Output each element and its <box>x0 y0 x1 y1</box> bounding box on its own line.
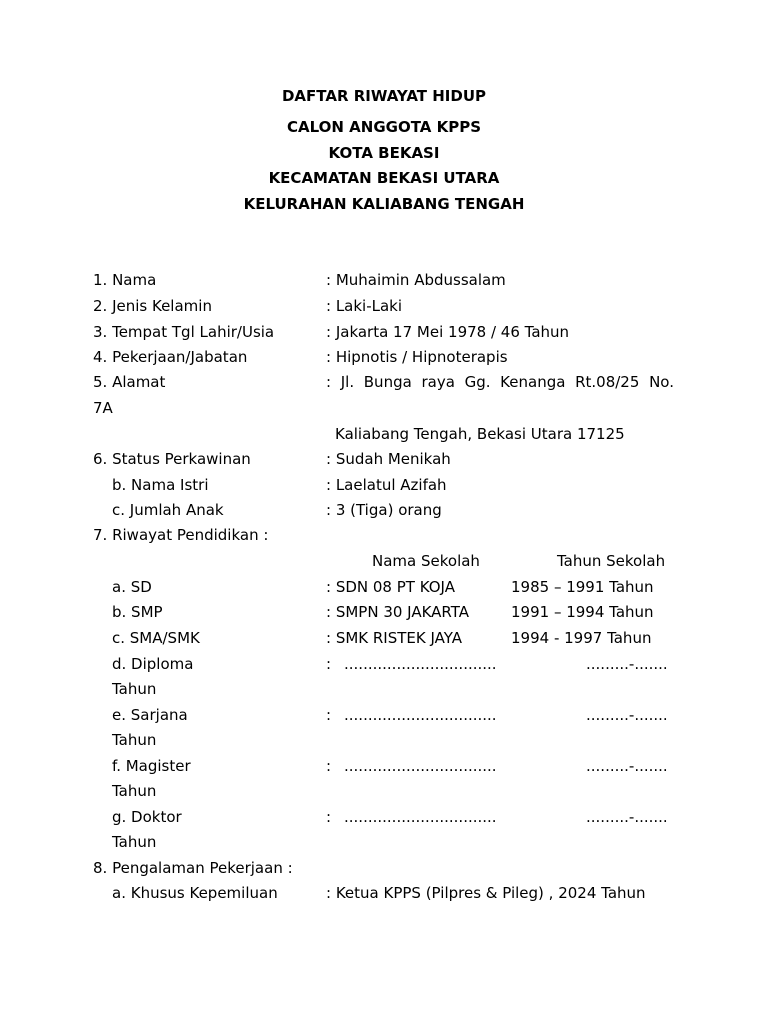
education-school-blank: ................................ <box>344 757 497 775</box>
field-value-alamat-line2: Kaliabang Tengah, Bekasi Utara 17125 <box>335 425 625 443</box>
education-school-blank: ................................ <box>344 808 497 826</box>
section-heading-pekerjaan: 8. Pengalaman Pekerjaan : <box>93 859 293 877</box>
field-label-jenis-kelamin: 2. Jenis Kelamin <box>93 297 212 315</box>
education-colon: : <box>326 757 332 775</box>
alamat-word: Bunga <box>363 373 412 391</box>
field-value-alamat <box>326 372 674 392</box>
education-years-blank: .........-....... <box>586 757 668 775</box>
education-years-wrap: Tahun <box>112 731 157 749</box>
education-school: : SMPN 30 JAKARTA <box>326 603 470 621</box>
field-value-status: : Sudah Menikah <box>326 450 451 468</box>
education-school: : SDN 08 PT KOJA <box>326 578 455 596</box>
education-label: f. Magister <box>112 757 191 775</box>
education-school-blank: ................................ <box>344 706 497 724</box>
subtitle-kelurahan: KELURAHAN KALIABANG TENGAH <box>243 195 525 213</box>
education-school-blank: ................................ <box>344 655 497 673</box>
education-label: a. SD <box>112 578 152 596</box>
field-value-anak: : 3 (Tiga) orang <box>326 501 442 519</box>
education-colon: : <box>326 706 332 724</box>
education-label: b. SMP <box>112 603 163 621</box>
document-title: DAFTAR RIWAYAT HIDUP <box>281 87 487 105</box>
field-label-nama: 1. Nama <box>93 271 157 289</box>
education-years-blank: .........-....... <box>586 808 668 826</box>
column-header-sekolah: Nama Sekolah <box>372 552 480 570</box>
alamat-word: Jl. <box>340 373 355 391</box>
education-label: c. SMA/SMK <box>112 629 200 647</box>
column-header-tahun: Tahun Sekolah <box>557 552 666 570</box>
work-label-kepemiluan: a. Khusus Kepemiluan <box>112 884 278 902</box>
field-value-pekerjaan: : Hipnotis / Hipnoterapis <box>326 348 508 366</box>
education-colon: : <box>326 808 332 826</box>
education-years-blank: .........-....... <box>586 706 668 724</box>
field-label-alamat: 5. Alamat <box>93 373 166 391</box>
field-label-ttl: 3. Tempat Tgl Lahir/Usia <box>93 323 275 341</box>
education-school: : SMK RISTEK JAYA <box>326 629 463 647</box>
alamat-word: : <box>326 373 332 391</box>
education-label: g. Doktor <box>112 808 182 826</box>
field-label-pekerjaan: 4. Pekerjaan/Jabatan <box>93 348 248 366</box>
education-years: 1991 – 1994 Tahun <box>511 603 654 621</box>
alamat-word: Kenanga <box>500 373 566 391</box>
subtitle-kpps: CALON ANGGOTA KPPS <box>286 118 482 136</box>
education-years: 1994 - 1997 Tahun <box>511 629 652 647</box>
education-colon: : <box>326 655 332 673</box>
education-label: d. Diploma <box>112 655 194 673</box>
alamat-word: Gg. <box>464 373 491 391</box>
subtitle-kecamatan: KECAMATAN BEKASI UTARA <box>268 169 500 187</box>
education-years-wrap: Tahun <box>112 680 157 698</box>
section-heading-pendidikan: 7. Riwayat Pendidikan : <box>93 526 269 544</box>
field-value-alamat-wrap: 7A <box>93 399 113 417</box>
field-value-jenis-kelamin: : Laki-Laki <box>326 297 403 315</box>
field-value-istri: : Laelatul Azifah <box>326 476 447 494</box>
field-label-istri: b. Nama Istri <box>112 476 209 494</box>
alamat-word: raya <box>421 373 455 391</box>
education-label: e. Sarjana <box>112 706 188 724</box>
field-value-nama: : Muhaimin Abdussalam <box>326 271 506 289</box>
field-label-anak: c. Jumlah Anak <box>112 501 224 519</box>
education-years-wrap: Tahun <box>112 833 157 851</box>
education-years-wrap: Tahun <box>112 782 157 800</box>
work-value-kepemiluan: : Ketua KPPS (Pilpres & Pileg) , 2024 Tahun <box>326 884 646 902</box>
alamat-word: No. <box>649 373 674 391</box>
field-label-status: 6. Status Perkawinan <box>93 450 251 468</box>
field-value-ttl: : Jakarta 17 Mei 1978 / 46 Tahun <box>326 323 570 341</box>
education-years-blank: .........-....... <box>586 655 668 673</box>
alamat-word: Rt.08/25 <box>575 373 640 391</box>
subtitle-kota: KOTA BEKASI <box>328 144 440 162</box>
education-years: 1985 – 1991 Tahun <box>511 578 654 596</box>
